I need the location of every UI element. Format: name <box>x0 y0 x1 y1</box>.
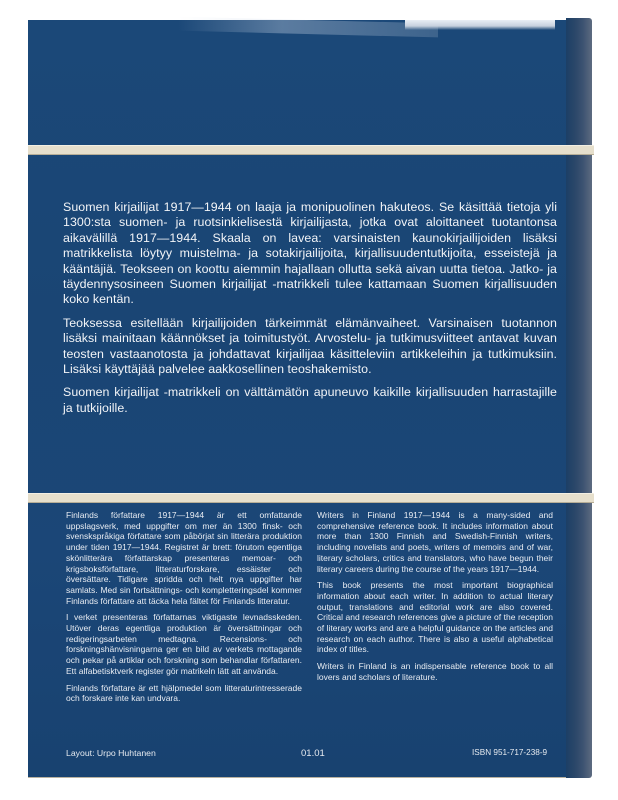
torn-top-edge <box>405 20 555 30</box>
layout-credit: Layout: Urpo Huhtanen <box>66 748 156 758</box>
cream-stripe-upper <box>28 145 594 155</box>
english-paragraph-1: Writers in Finland 1917—1944 is a many-sided and comprehensive reference book. It includes information about more than 1300 Finnish and Swedish-Finnish writers, including novelists and poets, writers of memoirs and of war, literary scholars, critics and translators, who have begun their literary careers during the course of the years 1917—1944. <box>317 510 553 574</box>
catalog-code: 01.01 <box>301 748 325 759</box>
finnish-paragraph-1: Suomen kirjailijat 1917—1944 on laaja ja monipuolinen hakuteos. Se käsittää tietoja yli 1300:sta suomen- ja ruotsinkielisestä kirjailijasta, jotka ovat aloittaneet tuotantonsa aikavälillä 1917—1944. Skaala on lavea: varsinaisten kaunokirjailijoiden lisäksi matrikkelista löytyy muistelma- ja sotakirjailijoita, kirjallisuudentutkijoita, esseistejä ja kääntäjiä. Teokseen on koottu aiemmin hajallaan ollutta sekä aivan uutta tietoa. Jatko- ja täydennysosineen Suomen kirjailijat -matrikkeli tulee kattamaan Suomen kirjallisuuden koko kentän. <box>63 200 557 307</box>
english-paragraph-2: This book presents the most important biographical information about each writer. In addition to actual literary output, translations and editorial work are also covered. Critical and research references give a picture of the reception of literary works and are a helpful guidance on the articles and research on each author. There is also a useful alphabetical index of titles. <box>317 580 553 655</box>
swedish-blurb <box>66 510 302 710</box>
english-blurb <box>317 510 553 689</box>
swedish-paragraph-2: I verket presenteras författarnas viktigaste levnadsskeden. Utöver deras egentliga produktion är översättningar och redigeringsarbeten medtagna. Recensions- och forskningshänvisningarna ger en bild av verkets mottagande och pekar på artiklar och forskning som behandlar författaren. Ett alfabetisktverk register gör matrikeln lätt att använda. <box>66 612 302 676</box>
finnish-blurb <box>63 200 557 424</box>
cream-stripe-lower <box>28 493 594 503</box>
english-paragraph-3: Writers in Finland is an indispensable reference book to all lovers and scholars of literature. <box>317 661 553 682</box>
isbn-number: ISBN 951-717-238-9 <box>472 748 548 757</box>
book-spine-edge <box>566 18 592 778</box>
swedish-paragraph-1: Finlands författare 1917—1944 är ett omfattande uppslagsverk, med uppgifter om mer än 1300 finsk- och svenskspråkiga författare som påbörjat sin litterära produktion under tiden 1917—1944. Registret är brett: förutom egentliga skönlitterära författarskap presenteras memoar- och krigsboksförfattare, litteraturforskare, essäister och översättare. Tidigare spridda och helt nya uppgifter har samlats. Med sin fortsättnings- och kompletteringsdel kommer Finlands författare att täcka hela fältet för Finlands litteratur. <box>66 510 302 606</box>
finnish-paragraph-3: Suomen kirjailijat -matrikkeli on välttämätön apuneuvo kaikille kirjallisuuden harrastajille ja tutkijoille. <box>63 385 557 415</box>
finnish-paragraph-2: Teoksessa esitellään kirjailijoiden tärkeimmät elämänvaiheet. Varsinaisen tuotannon lisäksi mainitaan käännökset ja toimitustyöt. Arvostelu- ja tutkimusviitteet antavat kuvan teosten vastaanotosta ja johdattavat kirjailijaa käsitteleviin artikkeleihin ja tutkimuksiin. Lisäksi käyttäjää palvelee aakkosellinen teoshakemisto. <box>63 315 557 377</box>
swedish-paragraph-3: Finlands författare är ett hjälpmedel som litteraturintresserade och forskare inte kan undvara. <box>66 682 302 704</box>
